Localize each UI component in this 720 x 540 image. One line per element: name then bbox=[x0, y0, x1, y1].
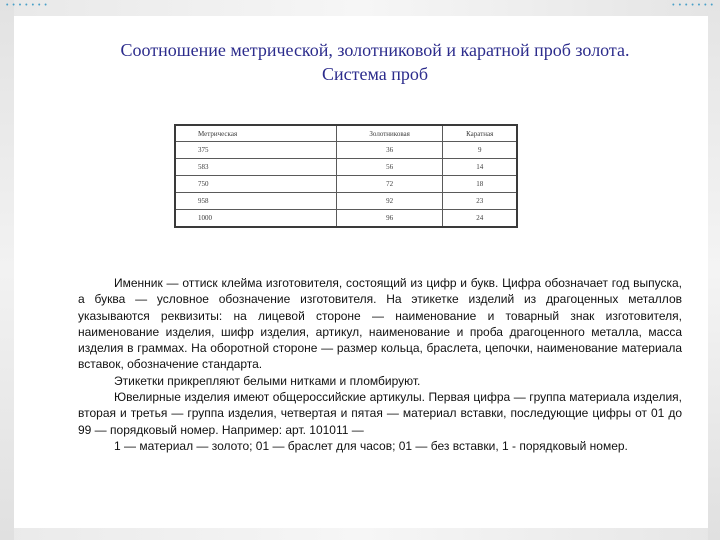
decor-dots-left: • • • • • • • bbox=[6, 2, 48, 9]
cell-metric: 583 bbox=[175, 159, 336, 176]
cell-karat: 14 bbox=[443, 159, 517, 176]
cell-zolotnik: 72 bbox=[336, 176, 443, 193]
assay-table-image bbox=[170, 118, 522, 246]
header-zolotnik: Золотниковая bbox=[336, 125, 443, 142]
paragraph-labels: Этикетки прикрепляют белыми нитками и пломбируют. bbox=[114, 373, 421, 388]
table-row bbox=[175, 159, 517, 176]
cell-zolotnik: 36 bbox=[336, 142, 443, 159]
cell-karat: 24 bbox=[443, 210, 517, 228]
paragraph-articles: Ювелирные изделия имеют общероссийские артикулы. Первая цифра — группа материала изделия, вторая и третья — группа изделия, четвертая и пятая — материал вставки, последующие цифры от 01 до 99 — порядковый номер. Например: арт. 101011 — bbox=[78, 390, 682, 437]
cell-metric: 375 bbox=[175, 142, 336, 159]
cell-karat: 23 bbox=[443, 193, 517, 210]
cell-zolotnik: 56 bbox=[336, 159, 443, 176]
slide-bottom-edge bbox=[0, 528, 720, 540]
table-row bbox=[175, 193, 517, 210]
assay-table bbox=[174, 124, 518, 228]
cell-karat: 18 bbox=[443, 176, 517, 193]
slide-top-edge bbox=[0, 0, 720, 16]
paragraph-hallmark: Именник — оттиск клейма изготовителя, состоящий из цифр и букв. Цифра обозначает год выпуска, а буква — условное обозначение изготовителя. На этикетке изделий из драгоценных металлов указываются реквизиты: на лицевой стороне — наименование и товарный знак изготовителя, наименование изделия, шифр изделия, артикул, наименование и проба драгоценного металла, масса изделия в граммах. На оборотной стороне — размер кольца, браслета, цепочки, наименование материала вставок, обозначение стандарта. bbox=[78, 276, 682, 372]
cell-karat: 9 bbox=[443, 142, 517, 159]
decor-dots-right: • • • • • • • bbox=[672, 2, 714, 9]
cell-metric: 750 bbox=[175, 176, 336, 193]
slide-left-edge bbox=[0, 0, 14, 540]
table-row bbox=[175, 176, 517, 193]
slide-title bbox=[60, 38, 690, 86]
paragraph-example: 1 — материал — золото; 01 — браслет для часов; 01 — без вставки, 1 - порядковый номер. bbox=[114, 438, 628, 453]
cell-metric: 1000 bbox=[175, 210, 336, 228]
slide-title-line-1: Соотношение метрической, золотниковой и каратной проб золота. bbox=[120, 40, 630, 60]
table-row bbox=[175, 142, 517, 159]
header-metric: Метрическая bbox=[175, 125, 336, 142]
body-text bbox=[78, 275, 682, 454]
cell-metric: 958 bbox=[175, 193, 336, 210]
header-karat: Каратная bbox=[443, 125, 517, 142]
slide-title-line-2: Система проб bbox=[321, 64, 429, 84]
table-header-row bbox=[175, 125, 517, 142]
slide-right-edge bbox=[708, 0, 720, 540]
cell-zolotnik: 96 bbox=[336, 210, 443, 228]
cell-zolotnik: 92 bbox=[336, 193, 443, 210]
table-row bbox=[175, 210, 517, 228]
